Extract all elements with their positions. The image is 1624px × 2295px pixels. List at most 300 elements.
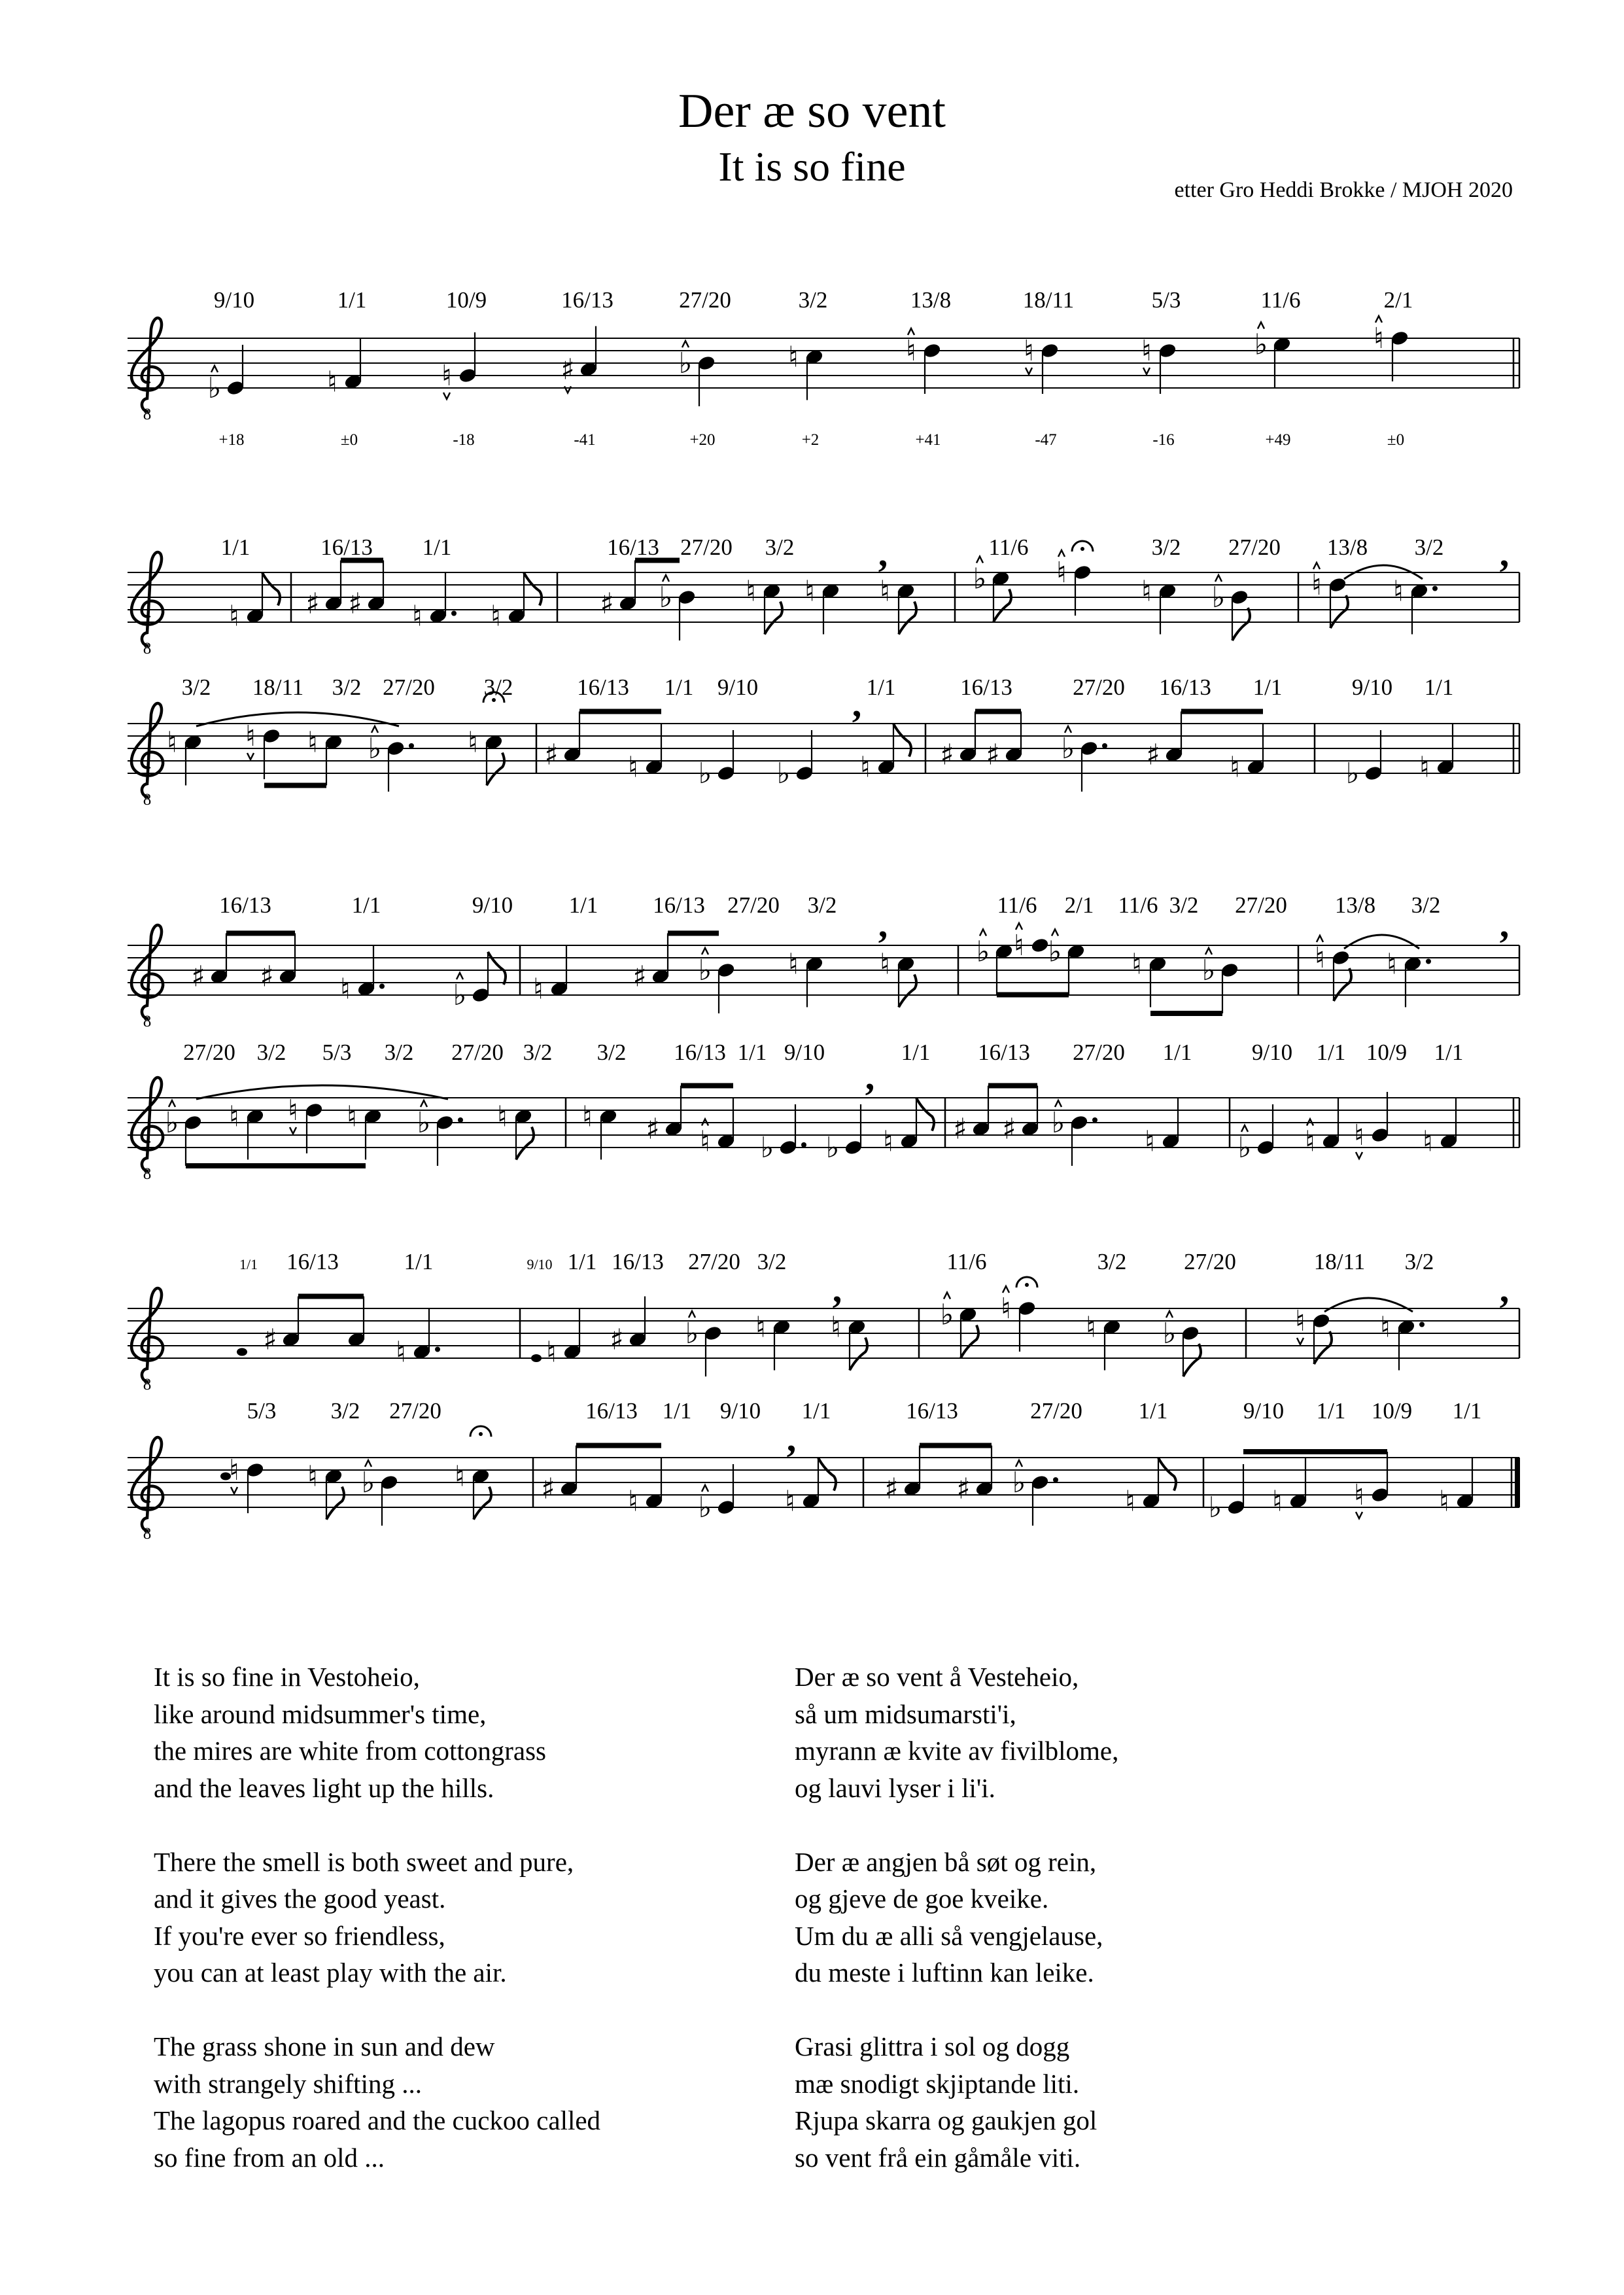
interval-ratio-label: 9/10 <box>784 1040 825 1065</box>
interval-ratio-label: 3/2 <box>1414 534 1444 560</box>
scale-ratio-label: 1/1 <box>337 287 367 313</box>
flat-icon: ♭ <box>1237 1131 1252 1165</box>
scale-ratio-label: 18/11 <box>1022 287 1075 313</box>
flat-icon: ♭ <box>698 954 712 987</box>
treble-clef-icon <box>131 1077 163 1171</box>
treble-clef-icon <box>131 552 163 646</box>
interval-ratio-label: 1/1 <box>1452 1398 1482 1424</box>
natural-icon: ♮ <box>307 726 318 760</box>
lyrics-line: the mires are white from cottongrass <box>154 1736 547 1766</box>
treble-clef-icon <box>131 925 163 1019</box>
interval-ratio-label: 27/20 <box>1073 1040 1125 1065</box>
natural-icon: ♮ <box>628 1484 638 1518</box>
flat-icon: ♭ <box>940 1298 954 1332</box>
flat-icon: ♭ <box>1061 732 1075 765</box>
sharp-icon: ♯ <box>561 353 575 387</box>
lyrics-stanza <box>795 1658 1118 1806</box>
flat-icon: ♭ <box>973 562 987 596</box>
sharp-icon: ♯ <box>263 1323 277 1357</box>
note-flag <box>488 952 506 985</box>
natural-icon: ♮ <box>1024 334 1034 368</box>
natural-icon: ♮ <box>788 947 799 981</box>
augmentation-dot <box>1092 1117 1097 1123</box>
natural-icon: ♮ <box>1439 1484 1449 1518</box>
notehead <box>1030 937 1050 954</box>
final-barline <box>1515 1458 1520 1507</box>
flat-icon: ♭ <box>417 1106 431 1140</box>
cents-deviation-label: +20 <box>689 431 716 449</box>
flat-icon: ♭ <box>1211 581 1226 614</box>
sharp-icon: ♯ <box>600 587 614 621</box>
interval-ratio-label: 3/2 <box>765 534 795 560</box>
breath-mark: , <box>832 1268 842 1310</box>
interval-ratio-label: 9/10 <box>1351 674 1393 700</box>
flat-icon: ♭ <box>698 1491 712 1524</box>
natural-icon: ♮ <box>491 599 501 633</box>
interval-ratio-label: 27/20 <box>688 1249 740 1274</box>
natural-icon: ♮ <box>1354 1119 1364 1152</box>
note-flag <box>326 1487 344 1520</box>
flat-icon: ♭ <box>1345 757 1360 790</box>
natural-icon: ♮ <box>340 972 351 1006</box>
natural-icon: ♮ <box>533 972 544 1006</box>
interval-ratio-label: 2/1 <box>1064 892 1094 918</box>
scale-ratio-label: 11/6 <box>1260 287 1301 313</box>
sharp-icon: ♯ <box>986 738 1000 772</box>
interval-ratio-label: 1/1 <box>662 1398 692 1424</box>
clef-octave-8: 8 <box>143 1013 152 1030</box>
fermata-dot <box>1080 547 1084 551</box>
natural-icon: ♮ <box>468 726 478 760</box>
natural-icon: ♮ <box>229 1100 239 1134</box>
interval-ratio-label: 27/20 <box>727 892 780 918</box>
natural-icon: ♮ <box>1086 1310 1096 1344</box>
interval-ratio-label: 16/13 <box>960 674 1012 700</box>
scale-ratio-label: 2/1 <box>1383 287 1413 313</box>
interval-ratio-label: 9/10 <box>719 1398 761 1424</box>
interval-ratio-label: 11/6 <box>997 892 1037 918</box>
interval-ratio-label: 3/2 <box>1411 892 1441 918</box>
slur <box>196 1085 448 1099</box>
flat-icon: ♭ <box>1051 1106 1065 1140</box>
arrow-down-icon <box>1356 1152 1362 1159</box>
natural-icon: ♮ <box>1393 574 1404 608</box>
cents-deviation-label: -18 <box>453 431 475 449</box>
augmentation-dot <box>379 984 385 989</box>
natural-icon: ♮ <box>1305 1125 1315 1159</box>
interval-ratio-label: 5/3 <box>322 1040 352 1065</box>
page-title: Der æ so vent <box>678 84 946 138</box>
lyrics-line: du meste i luftinn kan leike. <box>795 1957 1094 1988</box>
interval-ratio-label: 1/1 <box>901 1040 931 1065</box>
lyrics-line: myrann æ kvite av fivilblome, <box>795 1736 1119 1766</box>
natural-icon: ♮ <box>746 574 756 608</box>
natural-icon: ♮ <box>628 750 638 784</box>
scale-ratio-label: 9/10 <box>213 287 255 313</box>
breath-mark: , <box>878 532 888 574</box>
flat-icon: ♭ <box>453 979 467 1012</box>
natural-icon: ♮ <box>1311 569 1322 602</box>
lyrics-line: If you're ever so friendless, <box>154 1920 445 1951</box>
natural-icon: ♮ <box>1354 1479 1364 1512</box>
interval-ratio-label: 11/6 <box>1118 892 1158 918</box>
natural-icon: ♮ <box>167 726 177 760</box>
natural-icon: ♮ <box>412 599 423 633</box>
interval-ratio-label: 1/1 <box>1316 1040 1346 1065</box>
lyrics-line: og gjeve de goe kveike. <box>795 1883 1049 1914</box>
interval-ratio-label: 27/20 <box>680 534 733 560</box>
arrow-down-icon <box>1297 1338 1304 1344</box>
sharp-icon: ♯ <box>940 738 954 772</box>
natural-icon: ♮ <box>455 1460 465 1494</box>
natural-icon: ♮ <box>788 340 799 374</box>
flat-icon: ♭ <box>361 1466 375 1499</box>
interval-ratio-label: 10/9 <box>1366 1040 1408 1065</box>
sharp-icon: ♯ <box>305 587 320 621</box>
lyrics-line: and it gives the good yeast. <box>154 1883 446 1914</box>
interval-ratio-label: 18/11 <box>1313 1249 1366 1274</box>
composer-credit: etter Gro Heddi Brokke / MJOH 2020 <box>1174 178 1513 202</box>
note-flag <box>961 1325 978 1358</box>
cents-deviation-label: ±0 <box>340 431 358 449</box>
interval-ratio-label: 1/1 <box>866 674 896 700</box>
lyrics-line: so fine from an old ... <box>154 2142 385 2173</box>
lyrics-line: with strangely shifting ... <box>154 2068 422 2099</box>
note-flag <box>899 602 916 635</box>
interval-ratio-label: 1/1 <box>220 534 251 560</box>
fermata-dot <box>1025 1283 1029 1287</box>
lyrics-line: It is so fine in Vestoheio, <box>154 1662 420 1692</box>
sharp-icon: ♯ <box>260 960 274 994</box>
lyrics-line: like around midsummer's time, <box>154 1698 487 1729</box>
scale-ratio-label: 13/8 <box>910 287 952 313</box>
breath-mark: , <box>865 1055 875 1098</box>
clef-octave-8: 8 <box>143 406 152 423</box>
natural-icon: ♮ <box>1387 947 1397 981</box>
clef-octave-8: 8 <box>143 1165 152 1183</box>
interval-ratio-label: 9/10 <box>717 674 759 700</box>
sharp-icon: ♯ <box>544 738 559 772</box>
natural-icon: ♮ <box>497 1100 508 1134</box>
natural-icon: ♮ <box>831 1310 841 1344</box>
note-flag <box>850 1338 867 1371</box>
scale-ratio-label: 27/20 <box>679 287 731 313</box>
interval-ratio-label: 1/1 <box>737 1040 767 1065</box>
augmentation-dot <box>451 611 457 616</box>
augmentation-dot <box>409 743 414 748</box>
clef-octave-8: 8 <box>143 640 152 657</box>
scale-ratio-label: 16/13 <box>561 287 613 313</box>
scale-ratio-label: 10/9 <box>445 287 487 313</box>
flat-icon: ♭ <box>1162 1317 1177 1350</box>
augmentation-dot <box>458 1117 463 1123</box>
flat-icon: ♭ <box>1048 935 1062 969</box>
sharp-icon: ♯ <box>541 1472 555 1506</box>
flat-icon: ♭ <box>776 757 791 790</box>
lyrics-line: Der æ so vent å Vesteheio, <box>795 1662 1079 1692</box>
interval-ratio-label: 27/20 <box>451 1040 504 1065</box>
breath-mark: , <box>1499 1268 1510 1310</box>
flat-icon: ♭ <box>659 581 673 614</box>
interval-ratio-label: 13/8 <box>1326 534 1368 560</box>
interval-ratio-label: 3/2 <box>807 892 837 918</box>
lyrics-line: mæ snodigt skjiptande liti. <box>795 2068 1080 2099</box>
interval-ratio-label: 16/13 <box>1159 674 1211 700</box>
note-flag <box>1232 608 1250 640</box>
note-flag <box>1183 1344 1201 1376</box>
note-flag <box>487 753 504 786</box>
natural-icon: ♮ <box>307 1460 318 1494</box>
note-flag <box>524 573 542 606</box>
note-flag <box>1158 1458 1176 1491</box>
note-flag <box>474 1487 491 1520</box>
natural-icon: ♮ <box>327 365 337 399</box>
grace-ratio-label: 1/1 <box>239 1256 258 1272</box>
fermata-dot <box>479 1432 483 1436</box>
natural-icon: ♮ <box>582 1100 593 1134</box>
lyrics-line: Rjupa skarra og gaukjen gol <box>795 2105 1097 2135</box>
sharp-icon: ♯ <box>1146 738 1160 772</box>
cents-deviation-label: -41 <box>574 431 596 449</box>
lyrics-stanza <box>795 2028 1118 2176</box>
treble-clef-icon <box>131 1288 163 1382</box>
natural-icon: ♮ <box>1272 1484 1283 1518</box>
arrow-down-icon <box>247 753 254 760</box>
interval-ratio-label: 27/20 <box>183 1040 235 1065</box>
interval-ratio-label: 16/13 <box>219 892 271 918</box>
natural-icon: ♮ <box>883 1125 893 1159</box>
interval-ratio-label: 1/1 <box>1434 1040 1464 1065</box>
augmentation-dot <box>1419 1322 1425 1327</box>
interval-ratio-label: 1/1 <box>1138 1398 1168 1424</box>
arrow-down-icon <box>443 393 450 399</box>
lyrics-line: Der æ angjen bå søt og rein, <box>795 1846 1097 1877</box>
flat-icon: ♭ <box>685 1317 699 1350</box>
sharp-icon: ♯ <box>610 1323 624 1357</box>
interval-ratio-label: 16/13 <box>978 1040 1030 1065</box>
interval-ratio-label: 3/2 <box>330 1398 360 1424</box>
arrow-down-icon <box>290 1127 296 1134</box>
augmentation-dot <box>1102 743 1107 748</box>
interval-ratio-label: 1/1 <box>1316 1398 1346 1424</box>
augmentation-dot <box>1053 1477 1058 1482</box>
natural-icon: ♮ <box>347 1100 357 1134</box>
sharp-icon: ♯ <box>1002 1112 1016 1146</box>
clef-octave-8: 8 <box>143 1376 152 1393</box>
grace-ratio-label: 9/10 <box>527 1256 553 1272</box>
note-flag <box>1314 1331 1332 1364</box>
interval-ratio-label: 11/6 <box>988 534 1029 560</box>
natural-icon: ♮ <box>1315 941 1325 975</box>
lyrics-line: og lauvi lyser i li'i. <box>795 1772 995 1803</box>
breath-mark: , <box>852 682 862 725</box>
natural-icon: ♮ <box>229 1454 239 1487</box>
lyrics-line: you can at least play with the air. <box>154 1957 507 1988</box>
natural-icon: ♮ <box>860 750 871 784</box>
lyrics-stanza <box>154 1658 600 1806</box>
note-flag <box>899 975 916 1007</box>
arrow-down-icon <box>1143 368 1150 374</box>
interval-ratio-label: 11/6 <box>946 1249 987 1274</box>
interval-ratio-label: 27/20 <box>1184 1249 1236 1274</box>
interval-ratio-label: 1/1 <box>1253 674 1283 700</box>
natural-icon: ♮ <box>1141 334 1152 368</box>
interval-ratio-label: 27/20 <box>383 674 435 700</box>
interval-ratio-label: 3/2 <box>596 1040 627 1065</box>
flat-icon: ♭ <box>760 1131 774 1165</box>
interval-ratio-label: 9/10 <box>472 892 513 918</box>
interval-ratio-label: 13/8 <box>1334 892 1376 918</box>
interval-ratio-label: 1/1 <box>404 1249 434 1274</box>
flat-icon: ♭ <box>1201 954 1216 987</box>
interval-ratio-label: 16/13 <box>320 534 373 560</box>
natural-icon: ♮ <box>229 599 239 633</box>
interval-ratio-label: 16/13 <box>612 1249 664 1274</box>
augmentation-dot <box>1426 959 1431 964</box>
note-flag <box>765 602 782 635</box>
sharp-icon: ♯ <box>884 1472 899 1506</box>
cents-deviation-label: +41 <box>915 431 941 449</box>
lyrics-norwegian <box>795 1658 1118 2213</box>
interval-ratio-label: 3/2 <box>1097 1249 1127 1274</box>
note-flag <box>818 1458 836 1491</box>
flat-icon: ♭ <box>976 935 990 969</box>
flat-icon: ♭ <box>825 1131 840 1165</box>
flat-icon: ♭ <box>698 757 712 790</box>
interval-ratio-label: 3/2 <box>1169 892 1199 918</box>
grace-note <box>531 1354 542 1362</box>
flat-icon: ♭ <box>1254 328 1268 362</box>
natural-icon: ♮ <box>804 574 815 608</box>
cents-deviation-label: +2 <box>801 431 820 449</box>
natural-icon: ♮ <box>906 334 916 368</box>
interval-ratio-label: 3/2 <box>256 1040 286 1065</box>
natural-icon: ♮ <box>288 1094 298 1127</box>
interval-ratio-label: 3/2 <box>181 674 211 700</box>
natural-icon: ♮ <box>1056 556 1067 589</box>
interval-ratio-label: 5/3 <box>247 1398 277 1424</box>
cents-deviation-label: -16 <box>1152 431 1175 449</box>
lyrics-line: and the leaves light up the hills. <box>154 1772 494 1803</box>
sharp-icon: ♯ <box>956 1472 971 1506</box>
note-flag <box>1330 595 1348 628</box>
interval-ratio-label: 27/20 <box>1073 674 1125 700</box>
interval-ratio-label: 1/1 <box>801 1398 831 1424</box>
natural-icon: ♮ <box>1125 1484 1135 1518</box>
note-flag <box>916 1098 934 1131</box>
augmentation-dot <box>435 1347 440 1352</box>
interval-ratio-label: 3/2 <box>483 674 513 700</box>
natural-icon: ♮ <box>1145 1125 1155 1159</box>
lyrics-line: Grasi glittra i sol og dogg <box>795 2031 1070 2061</box>
interval-ratio-label: 16/13 <box>906 1398 958 1424</box>
natural-icon: ♮ <box>1295 1305 1305 1338</box>
interval-ratio-label: 16/13 <box>286 1249 339 1274</box>
interval-ratio-label: 16/13 <box>674 1040 726 1065</box>
interval-ratio-label: 1/1 <box>1162 1040 1192 1065</box>
cents-deviation-label: +18 <box>218 431 245 449</box>
clef-octave-8: 8 <box>143 791 152 809</box>
interval-ratio-label: 1/1 <box>567 1249 597 1274</box>
clef-octave-8: 8 <box>143 1525 152 1543</box>
breath-mark: , <box>878 903 888 945</box>
lyrics-stanza <box>795 1844 1118 1991</box>
natural-icon: ♮ <box>785 1484 795 1518</box>
natural-icon: ♮ <box>245 720 256 753</box>
sharp-icon: ♯ <box>191 960 205 994</box>
lyrics-line: There the smell is both sweet and pure, <box>154 1846 574 1877</box>
cents-deviation-label: -47 <box>1035 431 1057 449</box>
flat-icon: ♭ <box>1208 1491 1222 1524</box>
lyrics-english <box>154 1658 600 2213</box>
cents-deviation-label: ±0 <box>1387 431 1405 449</box>
interval-ratio-label: 16/13 <box>607 534 659 560</box>
lyrics-line: The lagopus roared and the cuckoo called <box>154 2105 601 2135</box>
lyrics-line: The grass shone in sun and dew <box>154 2031 495 2061</box>
breath-mark: , <box>1499 532 1510 574</box>
interval-ratio-label: 27/20 <box>1030 1398 1082 1424</box>
note-flag <box>993 589 1011 622</box>
natural-icon: ♮ <box>1373 322 1384 355</box>
breath-mark: , <box>786 1417 797 1460</box>
note-flag <box>1334 968 1351 1001</box>
treble-clef-icon <box>131 318 163 412</box>
sharp-icon: ♯ <box>348 587 362 621</box>
treble-clef-icon <box>131 1437 163 1531</box>
interval-ratio-label: 10/9 <box>1371 1398 1413 1424</box>
arrow-down-icon <box>231 1487 237 1494</box>
natural-icon: ♮ <box>1014 929 1024 962</box>
sharp-icon: ♯ <box>632 960 647 994</box>
natural-icon: ♮ <box>441 359 452 393</box>
lyrics-stanza <box>154 1844 600 1991</box>
natural-icon: ♮ <box>1423 1125 1433 1159</box>
natural-icon: ♮ <box>1132 947 1142 981</box>
interval-ratio-label: 9/10 <box>1243 1398 1285 1424</box>
flat-icon: ♭ <box>678 347 693 380</box>
interval-ratio-label: 27/20 <box>1228 534 1281 560</box>
cents-deviation-label: +49 <box>1265 431 1291 449</box>
note-flag <box>516 1127 534 1160</box>
flat-icon: ♭ <box>207 372 222 405</box>
scale-ratio-label: 3/2 <box>798 287 828 313</box>
natural-icon: ♮ <box>700 1125 710 1159</box>
interval-ratio-label: 1/1 <box>422 534 452 560</box>
interval-ratio-label: 1/1 <box>1424 674 1454 700</box>
arrow-down-icon <box>1026 368 1032 374</box>
grace-note <box>237 1348 247 1356</box>
augmentation-dot <box>801 1142 806 1148</box>
interval-ratio-label: 27/20 <box>1235 892 1287 918</box>
flat-icon: ♭ <box>368 732 382 765</box>
interval-ratio-label: 16/13 <box>577 674 629 700</box>
natural-icon: ♮ <box>1380 1310 1391 1344</box>
treble-clef-icon <box>131 703 163 797</box>
slur <box>1324 1298 1413 1312</box>
natural-icon: ♮ <box>396 1335 406 1369</box>
interval-ratio-label: 16/13 <box>585 1398 638 1424</box>
flat-icon: ♭ <box>165 1106 179 1140</box>
scale-ratio-label: 5/3 <box>1151 287 1181 313</box>
natural-icon: ♮ <box>880 574 890 608</box>
natural-icon: ♮ <box>546 1335 557 1369</box>
natural-icon: ♮ <box>755 1310 766 1344</box>
sharp-icon: ♯ <box>953 1112 967 1146</box>
augmentation-dot <box>1432 586 1438 591</box>
slur <box>1344 935 1419 949</box>
interval-ratio-label: 3/2 <box>757 1249 787 1274</box>
flat-icon: ♭ <box>1012 1466 1026 1499</box>
